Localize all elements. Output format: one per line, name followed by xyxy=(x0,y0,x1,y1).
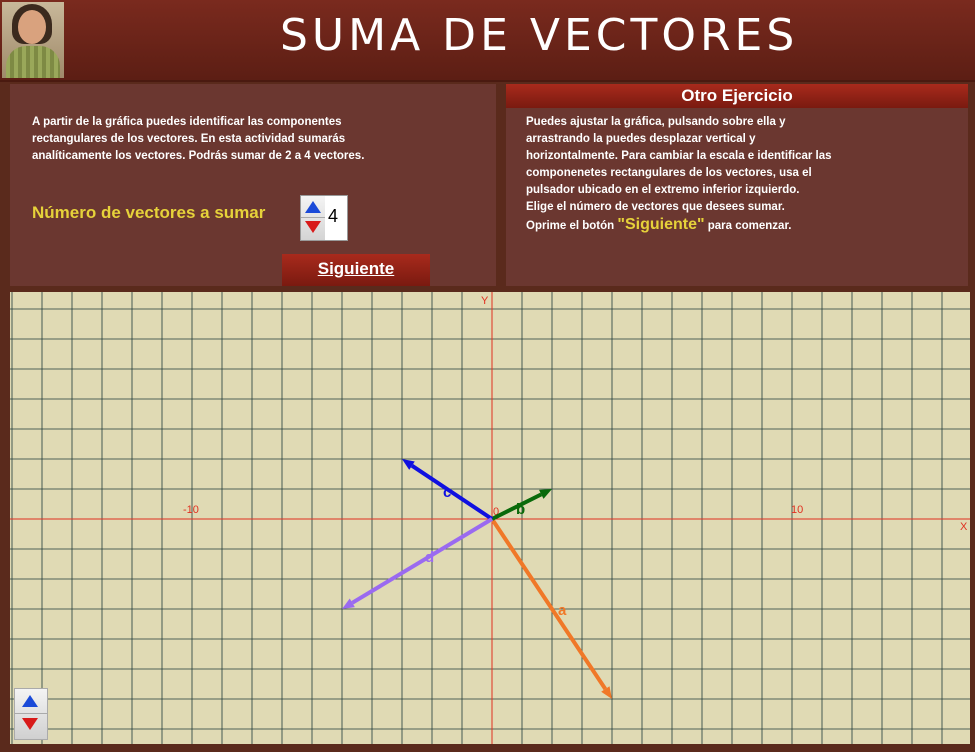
tick-label-10: 10 xyxy=(791,504,804,516)
instructions-line3-post: para comenzar. xyxy=(704,220,792,232)
zoom-out-icon[interactable] xyxy=(22,718,38,730)
siguiente-button[interactable] xyxy=(282,254,430,286)
scale-stepper[interactable] xyxy=(14,688,48,740)
vector-c-label: c xyxy=(443,484,452,501)
decrement-icon[interactable] xyxy=(305,221,321,233)
vector-a-label: a xyxy=(558,602,567,619)
header-bar xyxy=(0,0,975,82)
instructions-line3-pre: Oprime el botón xyxy=(526,220,618,232)
vector-b-label: b xyxy=(516,501,526,518)
siguiente-label: Siguiente xyxy=(317,259,395,278)
instructions-highlight: "Siguiente" xyxy=(617,216,705,233)
num-vectors-stepper[interactable] xyxy=(300,195,348,241)
page-title: SUMA DE VECTORES xyxy=(280,10,799,61)
otro-ejercicio-button[interactable]: Otro Ejercicio xyxy=(506,84,968,108)
instructions-line1: Puedes ajustar la gráfica, pulsando sobre ella y arrastrando la puedes desplazar vertical y horizontalmente. Para cambiar la escala e identificar las componenetes rectangulares de los vectores, usa el pulsador ubicado en el extremo inferior izquierdo. xyxy=(526,116,832,196)
zoom-in-icon[interactable] xyxy=(22,695,38,707)
y-axis-label: Y xyxy=(481,295,489,307)
tick-label-neg10: -10 xyxy=(183,504,199,516)
vector-graph[interactable] xyxy=(10,292,970,744)
avatar xyxy=(2,2,64,78)
intro-text: A partir de la gráfica puedes identificar las componentes rectangulares de los vectores. En esta actividad sumarás analíticamente los vectores. Podrás sumar de 2 a 4 vectores. xyxy=(32,116,365,162)
num-vectors-label: Número de vectores a sumar xyxy=(32,203,266,222)
increment-icon[interactable] xyxy=(305,201,321,213)
instructions-line2: Elige el número de vectores que desees sumar. xyxy=(526,201,785,213)
vector-d-label: d xyxy=(425,549,435,566)
num-vectors-value: 4 xyxy=(328,206,339,226)
instructions-text xyxy=(526,114,836,235)
origin-label: 0 xyxy=(493,506,500,518)
x-axis-label: X xyxy=(960,521,968,533)
